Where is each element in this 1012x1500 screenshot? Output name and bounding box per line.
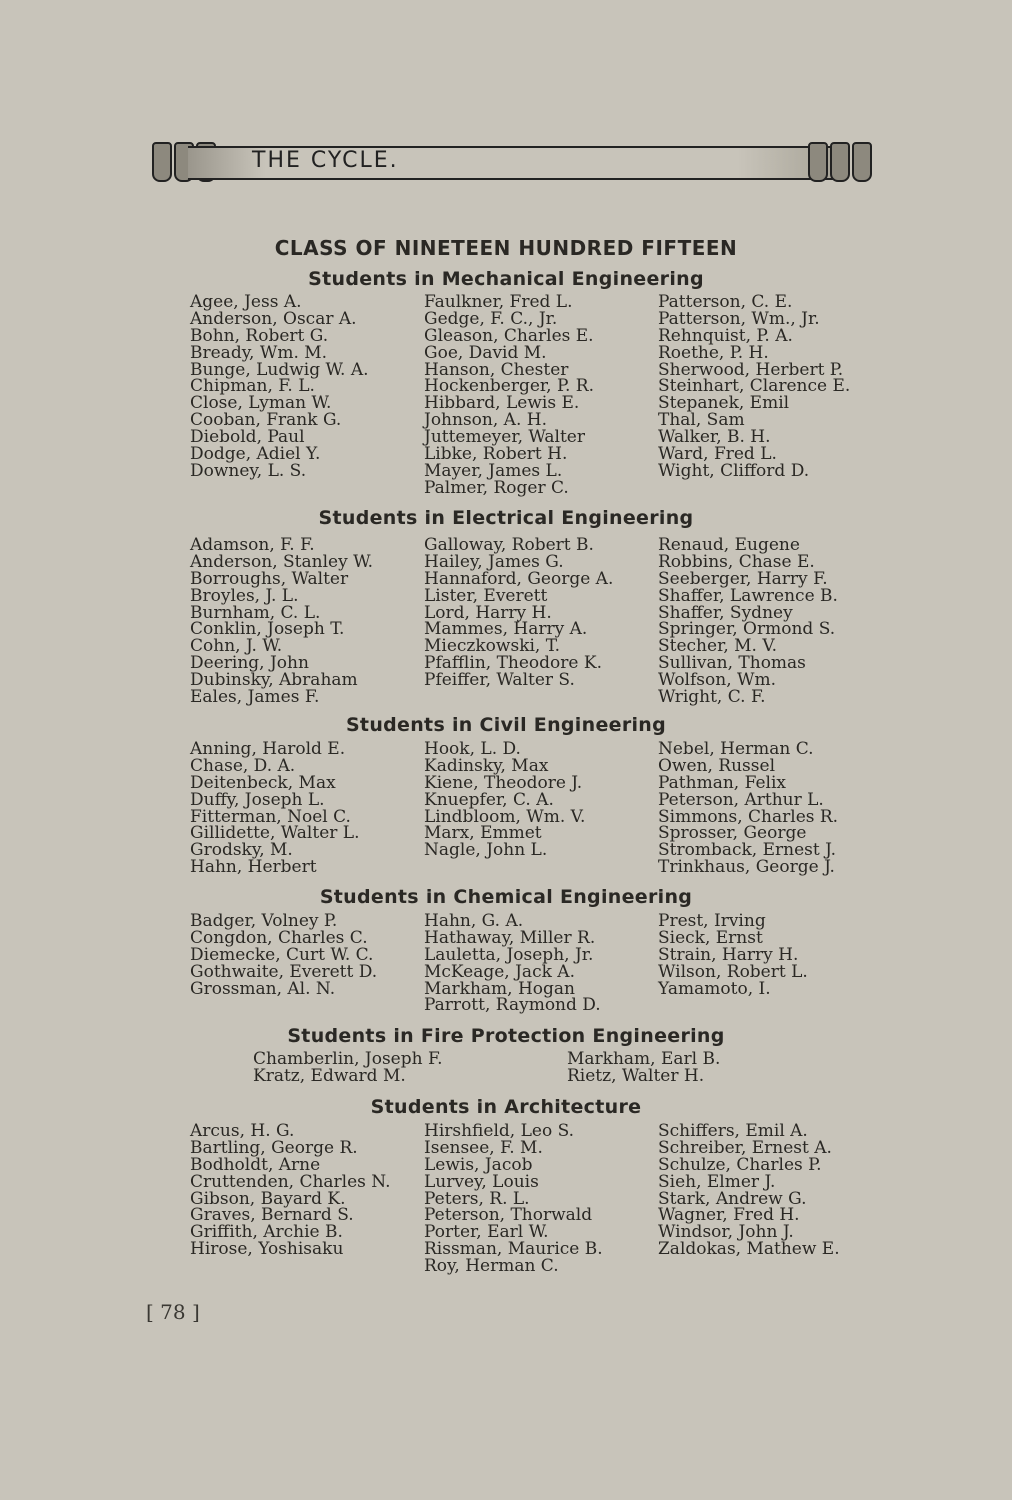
student-name: Gibson, Bayard K. — [190, 1188, 346, 1209]
name-column — [190, 913, 377, 997]
student-name: Gedge, F. C., Jr. — [424, 308, 558, 329]
student-name: Wight, Clifford D. — [658, 460, 810, 481]
student-name: Cohn, J. W. — [190, 636, 283, 657]
student-name: Sprosser, George — [658, 823, 807, 844]
student-name: Markham, Hogan — [424, 978, 576, 999]
student-name: Deering, John — [190, 653, 309, 674]
student-name: Chamberlin, Joseph F. — [253, 1049, 443, 1069]
student-name: Ward, Fred L. — [658, 444, 777, 465]
student-name: Pfeiffer, Walter S. — [424, 670, 575, 691]
student-name: Renaud, Eugene — [658, 535, 800, 555]
student-name: Porter, Earl W. — [424, 1222, 549, 1243]
section-heading: Students in Electrical Engineering — [318, 507, 694, 529]
student-name: Knuepfer, C. A. — [424, 789, 554, 810]
student-name: Stecher, M. V. — [658, 636, 778, 657]
student-name: Cooban, Frank G. — [190, 410, 342, 431]
name-column — [658, 294, 850, 480]
student-name: Peterson, Arthur L. — [658, 789, 824, 810]
student-name: Isensee, F. M. — [424, 1137, 543, 1158]
student-name: Arcus, H. G. — [190, 1121, 295, 1141]
student-name: Lewis, Jacob — [424, 1154, 533, 1175]
student-name: Congdon, Charles C. — [190, 927, 368, 948]
student-name: Lauletta, Joseph, Jr. — [424, 944, 594, 965]
student-name: Johnson, A. H. — [424, 410, 547, 431]
student-name: Gillidette, Walter L. — [190, 823, 360, 844]
student-name: Rietz, Walter H. — [567, 1065, 705, 1086]
student-name: Springer, Ormond S. — [658, 619, 836, 640]
student-name: Sieck, Ernst — [658, 927, 763, 948]
student-name: McKeage, Jack A. — [424, 961, 575, 982]
name-column — [567, 1051, 720, 1085]
student-name: Grossman, Al. N. — [190, 978, 336, 999]
student-name: Anning, Harold E. — [190, 739, 346, 759]
student-name: Griffith, Archie B. — [190, 1222, 343, 1243]
student-name: Seeberger, Harry F. — [658, 568, 828, 589]
section-heading: Students in Civil Engineering — [345, 714, 667, 736]
student-name: Stromback, Ernest J. — [658, 840, 837, 861]
student-name: Kiene, Theodore J. — [424, 772, 583, 793]
student-name: Galloway, Robert B. — [424, 535, 594, 555]
student-name: Graves, Bernard S. — [190, 1205, 354, 1226]
student-name: Kratz, Edward M. — [253, 1065, 406, 1086]
student-name: Mammes, Harry A. — [424, 619, 588, 640]
student-name: Hahn, Herbert — [190, 857, 317, 878]
student-name: Diemecke, Curt W. C. — [190, 944, 374, 965]
student-name: Patterson, Wm., Jr. — [658, 308, 820, 329]
student-name: Windsor, John J. — [658, 1222, 794, 1243]
student-name: Sherwood, Herbert P. — [658, 359, 844, 380]
student-name: Hahn, G. A. — [424, 911, 524, 931]
name-column — [424, 537, 613, 689]
student-name: Bodholdt, Arne — [190, 1154, 321, 1175]
student-name: Gothwaite, Everett D. — [190, 961, 378, 982]
student-name: Prest, Irving — [658, 911, 766, 931]
student-name: Lurvey, Louis — [424, 1171, 539, 1192]
student-name: Downey, L. S. — [190, 460, 307, 481]
student-name: Conklin, Joseph T. — [190, 619, 345, 640]
student-name: Fitterman, Noel C. — [190, 806, 351, 827]
name-column — [424, 294, 594, 497]
student-name: Zaldokas, Mathew E. — [658, 1239, 840, 1260]
running-title: THE CYCLE. — [252, 148, 399, 173]
student-name: Markham, Earl B. — [567, 1049, 721, 1069]
student-name: Lister, Everett — [424, 585, 548, 606]
name-column — [190, 294, 369, 480]
student-name: Anderson, Stanley W. — [190, 551, 373, 572]
student-name: Marx, Emmet — [424, 823, 542, 844]
student-name: Chipman, F. L. — [190, 376, 315, 397]
student-name: Peterson, Thorwald — [424, 1205, 593, 1226]
student-name: Robbins, Chase E. — [658, 551, 815, 572]
student-name: Badger, Volney P. — [190, 911, 338, 931]
student-name: Rehnquist, P. A. — [658, 325, 793, 346]
student-name: Rissman, Maurice B. — [424, 1239, 603, 1260]
section-heading: Students in Mechanical Engineering — [308, 268, 704, 290]
student-name: Gleason, Charles E. — [424, 325, 594, 346]
name-column — [658, 1123, 840, 1258]
student-name: Thal, Sam — [658, 410, 745, 431]
student-name: Kadinsky, Max — [424, 755, 549, 776]
name-column — [658, 741, 838, 876]
student-name: Palmer, Roger C. — [424, 477, 569, 498]
student-name: Hailey, James G. — [424, 551, 564, 572]
student-name: Simmons, Charles R. — [658, 806, 839, 827]
name-column — [190, 741, 360, 876]
student-name: Bartling, George R. — [190, 1137, 358, 1158]
name-column — [658, 913, 808, 997]
student-name: Borroughs, Walter — [190, 568, 349, 589]
student-name: Mayer, James L. — [424, 460, 563, 481]
name-column — [190, 537, 373, 706]
student-name: Shaffer, Sydney — [658, 602, 793, 623]
student-name: Hirshfield, Leo S. — [424, 1121, 575, 1141]
student-name: Patterson, C. E. — [658, 292, 793, 312]
student-name: Owen, Russel — [658, 755, 775, 776]
student-name: Dubinsky, Abraham — [190, 670, 358, 691]
student-name: Duffy, Joseph L. — [190, 789, 325, 810]
student-name: Roy, Herman C. — [424, 1256, 559, 1277]
student-name: Wolfson, Wm. — [658, 670, 776, 691]
student-name: Libke, Robert H. — [424, 444, 568, 465]
section-heading: Students in Fire Protection Engineering — [287, 1025, 725, 1047]
student-name: Strain, Harry H. — [658, 944, 799, 965]
student-name: Mieczkowski, T. — [424, 636, 560, 657]
student-name: Broyles, J. L. — [190, 585, 299, 606]
student-name: Bohn, Robert G. — [190, 325, 329, 346]
student-name: Hannaford, George A. — [424, 568, 614, 589]
section-heading: Students in Architecture — [370, 1096, 642, 1118]
name-column — [424, 913, 601, 1014]
student-name: Wilson, Robert L. — [658, 961, 808, 982]
scroll-ornament-right — [804, 140, 874, 186]
student-name: Close, Lyman W. — [190, 393, 332, 414]
student-name: Bunge, Ludwig W. A. — [190, 359, 369, 380]
student-name: Hirose, Yoshisaku — [190, 1239, 344, 1260]
name-column — [424, 1123, 603, 1275]
student-name: Peters, R. L. — [424, 1188, 530, 1209]
student-name: Lindbloom, Wm. V. — [424, 806, 586, 827]
student-name: Hathaway, Miller R. — [424, 927, 596, 948]
student-name: Chase, D. A. — [190, 755, 296, 776]
student-name: Juttemeyer, Walter — [424, 427, 585, 448]
student-name: Deitenbeck, Max — [190, 772, 336, 793]
student-name: Cruttenden, Charles N. — [190, 1171, 391, 1192]
student-name: Yamamoto, I. — [658, 978, 771, 999]
student-name: Steinhart, Clarence E. — [658, 376, 851, 397]
student-name: Roethe, P. H. — [658, 342, 769, 363]
section-heading: Students in Chemical Engineering — [319, 886, 693, 908]
name-column — [190, 1123, 391, 1258]
name-column — [658, 537, 838, 706]
student-name: Sieh, Elmer J. — [658, 1171, 776, 1192]
student-name: Nagle, John L. — [424, 840, 548, 861]
student-name: Schulze, Charles P. — [658, 1154, 822, 1175]
student-name: Anderson, Oscar A. — [190, 308, 357, 329]
student-name: Hibbard, Lewis E. — [424, 393, 580, 414]
student-name: Dodge, Adiel Y. — [190, 444, 321, 465]
student-name: Schreiber, Ernest A. — [658, 1137, 832, 1158]
student-name: Wagner, Fred H. — [658, 1205, 800, 1226]
student-name: Parrott, Raymond D. — [424, 995, 601, 1016]
student-name: Sullivan, Thomas — [658, 653, 806, 674]
student-name: Eales, James F. — [190, 687, 320, 708]
student-name: Hockenberger, P. R. — [424, 376, 594, 397]
student-name: Pathman, Felix — [658, 772, 786, 793]
student-name: Agee, Jess A. — [190, 292, 302, 312]
student-name: Lord, Harry H. — [424, 602, 552, 623]
student-name: Trinkhaus, George J. — [658, 857, 835, 878]
class-title: CLASS OF NINETEEN HUNDRED FIFTEEN — [274, 236, 738, 260]
student-name: Hook, L. D. — [424, 739, 521, 759]
student-name: Walker, B. H. — [658, 427, 771, 448]
student-name: Nebel, Herman C. — [658, 739, 814, 759]
student-name: Bready, Wm. M. — [190, 342, 328, 363]
student-name: Schiffers, Emil A. — [658, 1121, 808, 1141]
student-name: Goe, David M. — [424, 342, 547, 363]
name-column — [424, 741, 585, 859]
student-name: Faulkner, Fred L. — [424, 292, 573, 312]
student-name: Hanson, Chester — [424, 359, 569, 380]
running-header-banner — [148, 140, 874, 190]
student-name: Wright, C. F. — [658, 687, 766, 708]
student-name: Stepanek, Emil — [658, 393, 790, 414]
student-name: Shaffer, Lawrence B. — [658, 585, 838, 606]
student-name: Burnham, C. L. — [190, 602, 321, 623]
student-name: Diebold, Paul — [190, 427, 305, 448]
name-column — [253, 1051, 443, 1085]
student-name: Stark, Andrew G. — [658, 1188, 807, 1209]
student-name: Grodsky, M. — [190, 840, 293, 861]
student-name: Adamson, F. F. — [190, 535, 315, 555]
page-number: [ 78 ] — [146, 1300, 200, 1324]
student-name: Pfafflin, Theodore K. — [424, 653, 602, 674]
